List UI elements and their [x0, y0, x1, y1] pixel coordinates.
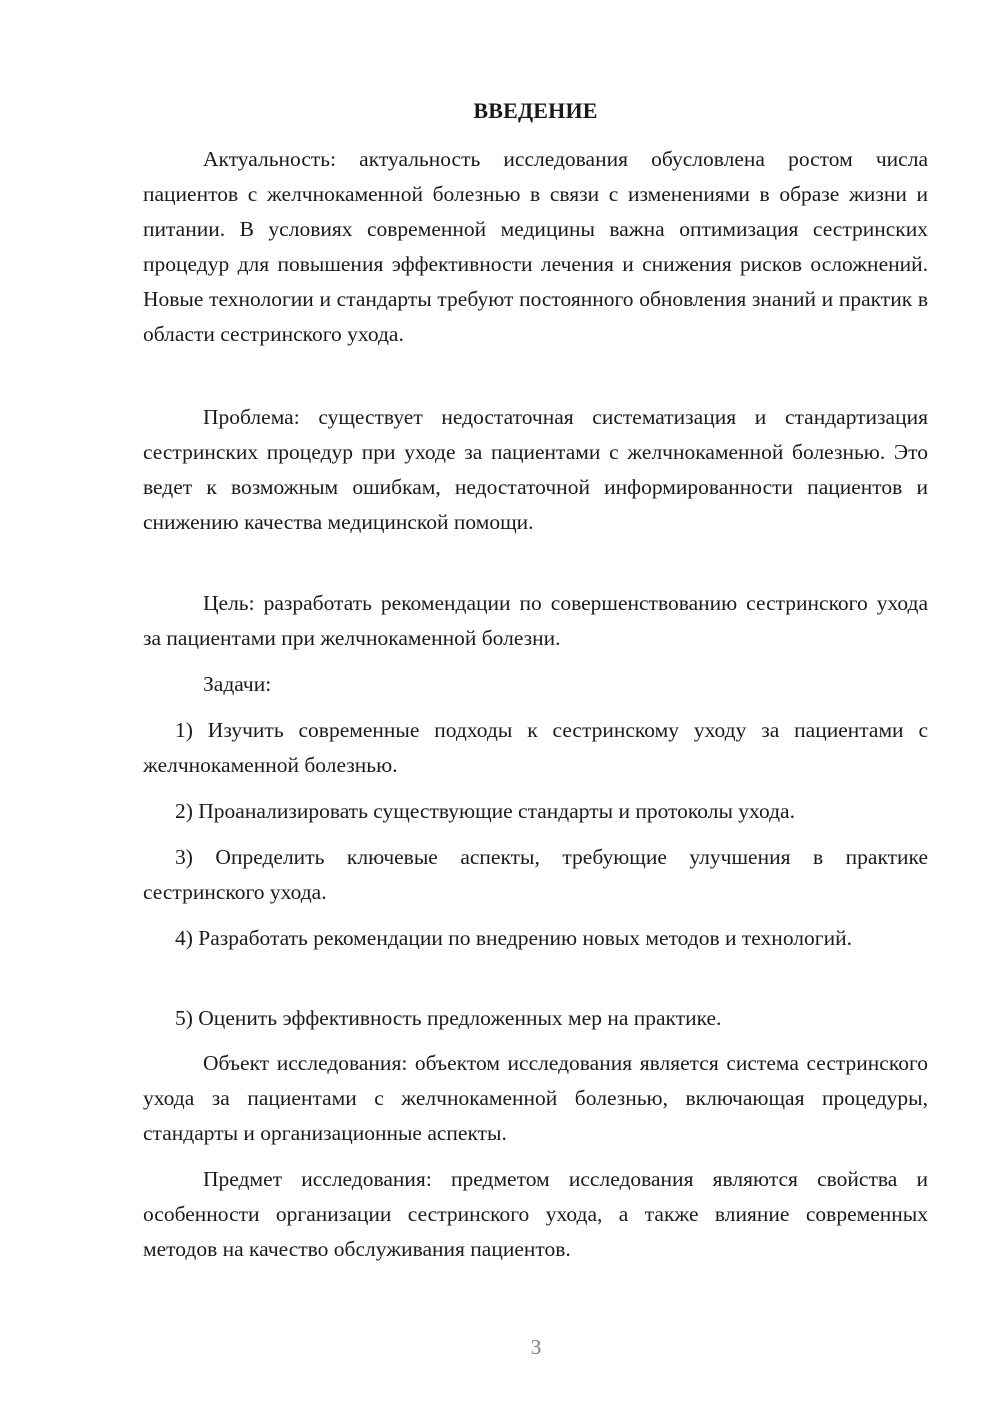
section-heading: ВВЕДЕНИЕ: [473, 98, 598, 123]
paragraph-tasks-label: Задачи:: [203, 672, 272, 696]
task-item-1: 1) Изучить современные подходы к сестринскому уходу за пациентами с желчнокаменной болезнью.: [143, 718, 928, 777]
task-item-5: 5) Оценить эффективность предложенных мер на практике.: [175, 1006, 722, 1030]
paragraph-problem: Проблема: существует недостаточная систематизация и стандартизация сестринских процедур при уходе за пациентами с желчнокаменной болезнью. Это ведет к возможным ошибкам, недостаточной информированности пациентов и снижению качества медицинской помощи.: [143, 405, 928, 534]
paragraph-goal: Цель: разработать рекомендации по совершенствованию сестринского ухода за пациентами при желчнокаменной болезни.: [143, 591, 928, 650]
paragraph-subject: Предмет исследования: предметом исследования являются свойства и особенности организации сестринского ухода, а также влияние современных методов на качество обслуживания пациентов.: [143, 1167, 928, 1261]
task-item-3: 3) Определить ключевые аспекты, требующие улучшения в практике сестринского ухода.: [143, 845, 928, 904]
task-item-4: 4) Разработать рекомендации по внедрению новых методов и технологий.: [175, 926, 852, 950]
task-item-2: 2) Проанализировать существующие стандарты и протоколы ухода.: [175, 799, 795, 823]
page-number: 3: [530, 1335, 542, 1359]
paragraph-relevance: Актуальность: актуальность исследования обусловлена ростом числа пациентов с желчнокаменной болезнью в связи с изменениями в образе жизни и питании. В условиях современной медицины важна оптимизация сестринских процедур для повышения эффективности лечения и снижения рисков осложнений. Новые технологии и стандарты требуют постоянного обновления знаний и практик в области сестринского ухода.: [143, 147, 928, 346]
paragraph-object: Объект исследования: объектом исследования является система сестринского ухода за пациентами с желчнокаменной болезнью, включающая процедуры, стандарты и организационные аспекты.: [143, 1051, 928, 1145]
